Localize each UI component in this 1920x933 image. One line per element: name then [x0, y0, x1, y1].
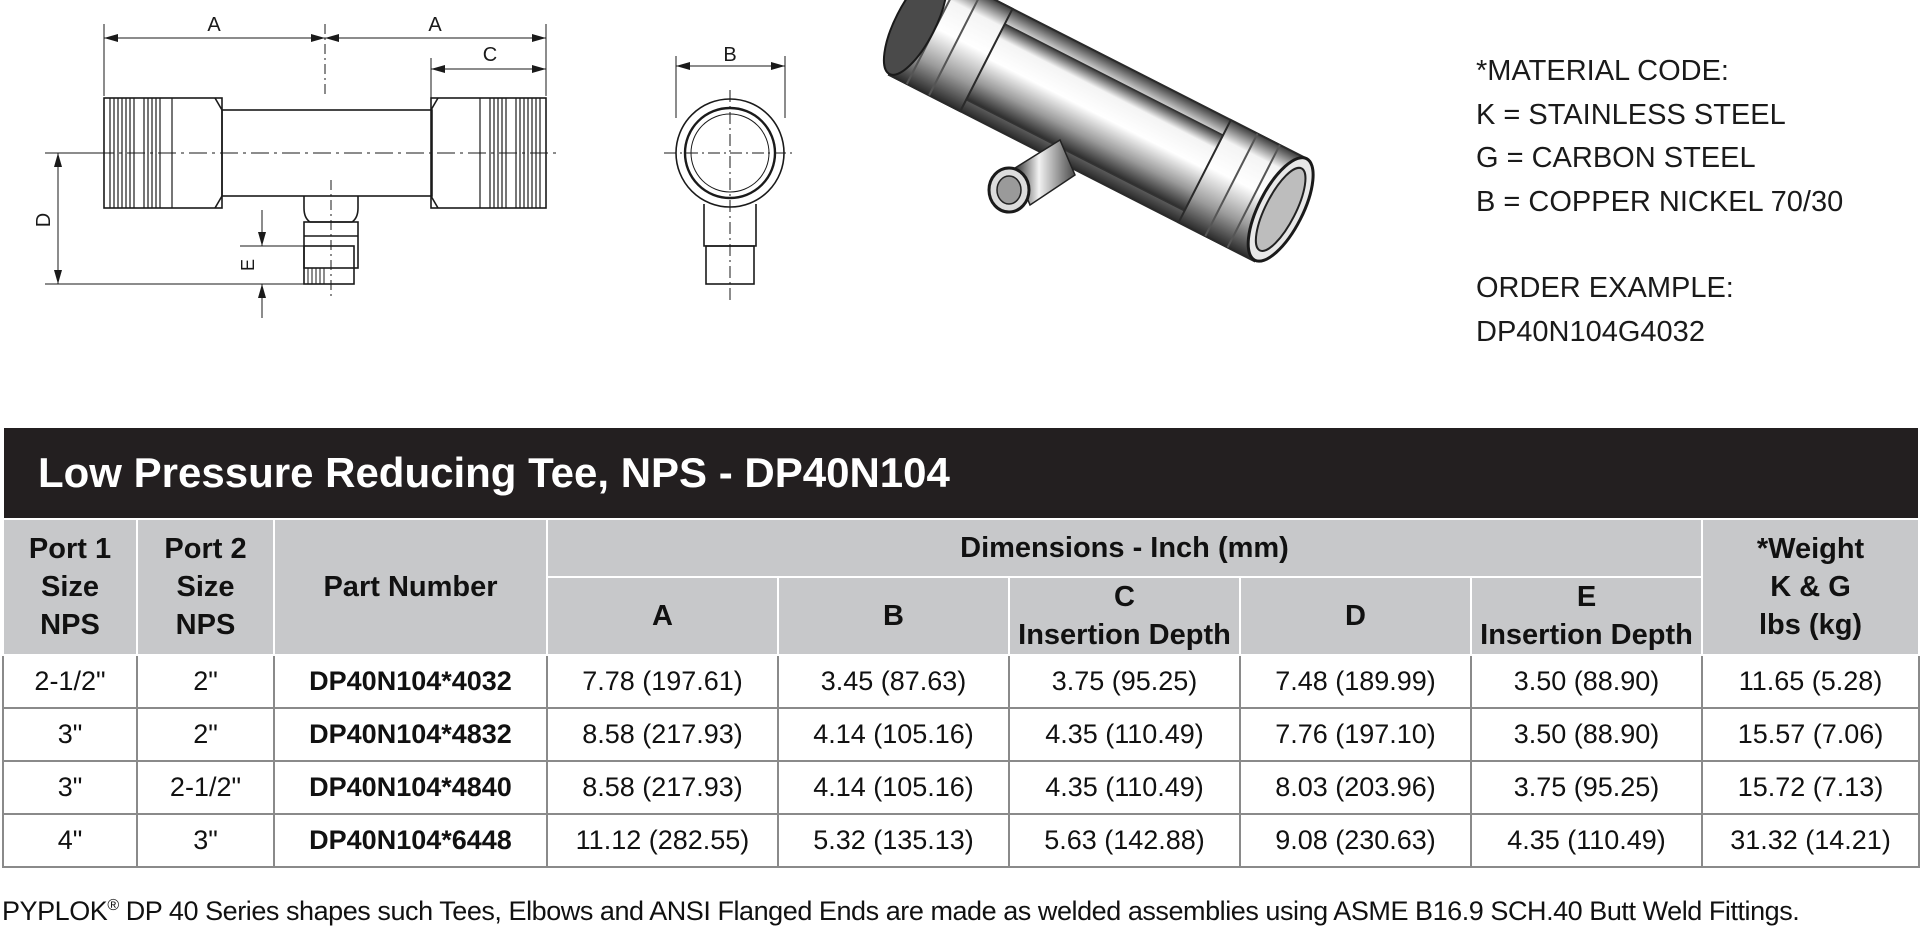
cell-part-number: DP40N104*6448: [274, 814, 547, 867]
header-b: B: [778, 577, 1009, 655]
dim-label-d: D: [33, 212, 55, 228]
header-port2-line: Size: [176, 571, 235, 603]
cell-a: 8.58 (217.93): [547, 708, 778, 761]
table-row: [3, 814, 1919, 867]
cell-c: 4.35 (110.49): [1009, 708, 1240, 761]
cell-c: 3.75 (95.25): [1009, 655, 1240, 708]
cell-a: 8.58 (217.93): [547, 761, 778, 814]
cell-port1: 3": [3, 708, 137, 761]
header-port1-line: Size: [40, 571, 100, 603]
header-port2-line: NPS: [175, 609, 236, 641]
cell-port2: 2": [137, 655, 274, 708]
cell-d: 8.03 (203.96): [1240, 761, 1471, 814]
cell-port2: 2": [137, 708, 274, 761]
cell-e: 3.75 (95.25): [1471, 761, 1702, 814]
cell-part-number: DP40N104*4840: [274, 761, 547, 814]
registered-mark: ®: [107, 897, 119, 914]
cell-d: 7.48 (189.99): [1240, 655, 1471, 708]
footnote-brand: PYPLOK: [2, 896, 108, 926]
table-row: [3, 655, 1919, 708]
dim-label-e: E: [238, 258, 258, 272]
header-port2-line: Port 2: [164, 533, 247, 565]
specification-table: [2, 426, 1920, 868]
table-title: Low Pressure Reducing Tee, NPS - DP40N104: [3, 427, 1919, 519]
cell-b: 4.14 (105.16): [778, 708, 1009, 761]
cell-weight: 15.57 (7.06): [1702, 708, 1919, 761]
cell-b: 3.45 (87.63): [778, 655, 1009, 708]
cell-part-number: DP40N104*4832: [274, 708, 547, 761]
table-row: [3, 761, 1919, 814]
header-e-line: Insertion Depth: [1480, 619, 1693, 651]
cell-port1: 3": [3, 761, 137, 814]
footnote: [2, 896, 1799, 927]
order-example-value: DP40N104G4032: [1476, 315, 1705, 348]
header-d: D: [1240, 577, 1471, 655]
cell-b: 5.32 (135.13): [778, 814, 1009, 867]
tee-3d-render: [871, 0, 1326, 271]
header-dimensions: Dimensions - Inch (mm): [547, 519, 1702, 577]
cell-e: 3.50 (88.90): [1471, 655, 1702, 708]
header-a: A: [547, 577, 778, 655]
cell-d: 9.08 (230.63): [1240, 814, 1471, 867]
material-code-line: K = STAINLESS STEEL: [1476, 98, 1786, 131]
header-part-number: Part Number: [274, 519, 547, 655]
table-row: [3, 708, 1919, 761]
header-c: [1009, 577, 1240, 655]
header-weight-line: *Weight: [1756, 533, 1865, 565]
material-code-heading: *MATERIAL CODE:: [1476, 55, 1729, 87]
header-weight: [1702, 519, 1919, 655]
cell-port1: 4": [3, 814, 137, 867]
header-e-line: E: [1576, 581, 1597, 613]
dim-label-c: C: [482, 44, 498, 66]
header-weight-line: lbs (kg): [1758, 609, 1863, 641]
cell-part-number: DP40N104*4032: [274, 655, 547, 708]
dim-label-a-right: A: [428, 14, 442, 36]
cell-weight: 11.65 (5.28): [1702, 655, 1919, 708]
cell-e: 4.35 (110.49): [1471, 814, 1702, 867]
header-port1-line: NPS: [40, 609, 100, 641]
header-weight-line: K & G: [1770, 571, 1851, 603]
cell-a: 7.78 (197.61): [547, 655, 778, 708]
cell-e: 3.50 (88.90): [1471, 708, 1702, 761]
side-view-drawing: [664, 56, 796, 300]
header-c-line: C: [1114, 581, 1135, 613]
footnote-text: DP 40 Series shapes such Tees, Elbows and ANSI Flanged Ends are made as welded assemblies using ASME B16.9 SCH.40 Butt Weld Fittings.: [118, 896, 1800, 926]
cell-c: 4.35 (110.49): [1009, 761, 1240, 814]
material-code-line: B = COPPER NICKEL 70/30: [1476, 185, 1844, 218]
order-example-heading: ORDER EXAMPLE:: [1476, 272, 1734, 304]
cell-d: 7.76 (197.10): [1240, 708, 1471, 761]
cell-weight: 15.72 (7.13): [1702, 761, 1919, 814]
header-port1-line: Port 1: [28, 533, 112, 565]
header-port2: [137, 519, 274, 655]
cell-b: 4.14 (105.16): [778, 761, 1009, 814]
material-code-line: G = CARBON STEEL: [1476, 142, 1756, 174]
legend-spacer: [1476, 224, 1843, 267]
cell-a: 11.12 (282.55): [547, 814, 778, 867]
header-e: [1471, 577, 1702, 655]
front-view-drawing: [45, 24, 560, 318]
cell-port2: 3": [137, 814, 274, 867]
material-code-legend: [1476, 50, 1843, 354]
cell-c: 5.63 (142.88): [1009, 814, 1240, 867]
header-c-line: Insertion Depth: [1018, 619, 1231, 651]
cell-port2: 2-1/2": [137, 761, 274, 814]
cell-port1: 2-1/2": [3, 655, 137, 708]
dim-label-a-left: A: [207, 14, 221, 36]
dim-label-b: B: [723, 44, 737, 66]
cell-weight: 31.32 (14.21): [1702, 814, 1919, 867]
header-port1: [3, 519, 137, 655]
